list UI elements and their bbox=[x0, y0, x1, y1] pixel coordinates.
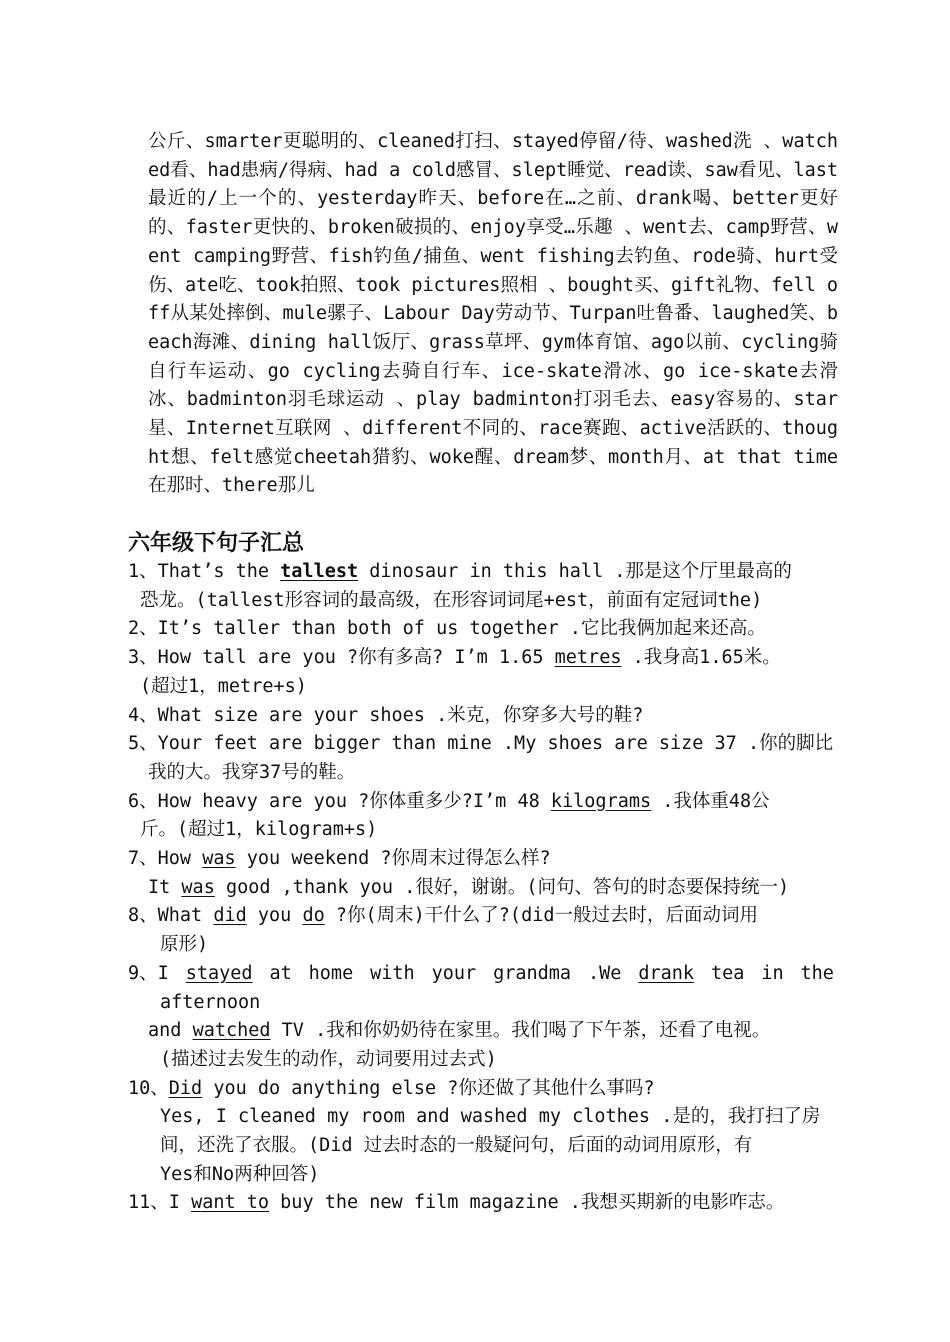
note: 斤。(超过1，kilogram+s) bbox=[140, 819, 378, 841]
text: .我体重48公 bbox=[651, 790, 770, 812]
text: dinosaur in this hall .那是这个厅里最高的 bbox=[358, 561, 792, 582]
text: buy the new film magazine .我想买期新的电影咋志。 bbox=[269, 1192, 785, 1214]
key-word: do bbox=[302, 905, 325, 927]
key-word: metres bbox=[554, 647, 622, 669]
sentence-1 bbox=[128, 558, 840, 615]
text: afternoon bbox=[160, 991, 261, 1013]
key-word: did bbox=[213, 905, 247, 927]
text: 11、I bbox=[128, 1192, 192, 1214]
sentence-9 bbox=[128, 960, 840, 1075]
note: (超过1，metre+s) bbox=[140, 675, 307, 697]
word: the bbox=[800, 962, 834, 984]
key-word: Did bbox=[168, 1077, 203, 1099]
section-heading: 六年级下句子汇总 bbox=[128, 531, 305, 556]
text: Yes, I cleaned my room and washed my clothes .是的，我打扫了房 bbox=[160, 1106, 821, 1128]
vocabulary-paragraph: 公斤、smarter更聪明的、cleaned打扫、stayed停留/待、washed洗 、watched看、had患病/得病、had a cold感冒、slept睡觉、read读、saw看见、last最近的/上一个的、yesterday昨天、before在…之前、drank喝、better更好的、faster更快的、broken破损的、enjoy享受…乐趣 、went去、camp野营、went camping野营、fish钓鱼/捕鱼、went fishing去钓鱼、rode骑、hurt受伤、ate吃、took拍照、took pictures照相 、bought买、gift礼物、fell off从某处摔倒、mule骡子、Labour Day劳动节、Turpan吐鲁番、laughed笑、beach海滩、dining hall饭厅、grass草坪、gym体育馆、ago以前、cycling骑自行车运动、go cycling去骑自行车、ice-skate滑冰、go ice-skate去滑冰、badminton羽毛球运动 、play badminton打羽毛去、easy容易的、star星、Internet互联网 、different不同的、race赛跑、active活跃的、thought想、felt感觉cheetah猎豹、woke醒、dream梦、month月、at that time在那时、there那儿 bbox=[148, 131, 838, 497]
key-word: kilograms bbox=[550, 790, 652, 812]
text: TV .我和你奶奶待在家里。我们喝了下午茶，还看了电视。 bbox=[270, 1020, 771, 1042]
note: 恐龙。(tallest形容词的最高级，在形容词词尾+est，前面有定冠词the) bbox=[140, 589, 763, 611]
text: and bbox=[148, 1020, 193, 1042]
key-word: was bbox=[181, 876, 215, 898]
sentence-8 bbox=[128, 902, 840, 959]
text: 6、How heavy are you ?你体重多少?I’m 48 bbox=[128, 790, 551, 812]
key-word: tallest bbox=[280, 561, 359, 582]
text: .我身高1.65米。 bbox=[621, 647, 781, 669]
note: 原形) bbox=[160, 934, 209, 956]
key-word: drank bbox=[638, 962, 695, 984]
text: you bbox=[246, 905, 303, 927]
key-word: want to bbox=[191, 1192, 270, 1214]
note: Yes和No两种回答) bbox=[160, 1163, 320, 1185]
key-word: watched bbox=[192, 1020, 271, 1042]
text: 8、What bbox=[128, 905, 214, 927]
word: tea bbox=[710, 962, 745, 984]
word: with bbox=[370, 962, 415, 984]
word: at bbox=[269, 962, 292, 984]
sentence-4 bbox=[128, 702, 840, 731]
text: 7、How bbox=[128, 848, 203, 870]
word: 9、I bbox=[128, 962, 169, 984]
sentence-6 bbox=[128, 788, 840, 845]
word: in bbox=[761, 962, 784, 984]
sentence-list bbox=[128, 558, 840, 1218]
text: good ,thank you .很好，谢谢。(问句、答句的时态要保持统一) bbox=[214, 876, 790, 898]
justified-line bbox=[128, 960, 834, 989]
sentence-10 bbox=[128, 1075, 840, 1190]
sentence-5 bbox=[128, 730, 840, 787]
text: you do anything else ?你还做了其他什么事吗? bbox=[202, 1077, 655, 1099]
key-word: stayed bbox=[185, 962, 253, 984]
sentence-3 bbox=[128, 644, 840, 701]
text: 4、What size are your shoes .米克，你穿多大号的鞋? bbox=[128, 704, 644, 726]
text: 5、Your feet are bigger than mine .My shoes are size 37 .你的脚比 bbox=[128, 733, 834, 755]
text: 3、How tall are you ?你有多高? I’m 1.65 bbox=[128, 647, 555, 669]
key-word: was bbox=[202, 848, 236, 870]
text: 1、That’s the bbox=[128, 561, 281, 582]
sentence-7 bbox=[128, 845, 840, 902]
sentence-11 bbox=[128, 1189, 840, 1218]
text: 我的大。我穿37号的鞋。 bbox=[148, 761, 356, 783]
word: .We bbox=[588, 962, 622, 984]
sentence-2 bbox=[128, 615, 840, 644]
note: (描述过去发生的动作，动词要用过去式) bbox=[160, 1048, 497, 1070]
text: 2、It’s taller than both of us together .它比我俩加起来还高。 bbox=[128, 618, 766, 640]
text: 10、 bbox=[128, 1077, 169, 1099]
text: you weekend ?你周末过得怎么样? bbox=[235, 848, 551, 870]
word: your bbox=[431, 962, 477, 984]
text: ?你(周末)干什么了?(did一般过去时，后面动词用 bbox=[324, 905, 758, 927]
word: grandma bbox=[493, 962, 572, 984]
word: home bbox=[308, 962, 354, 984]
text: It bbox=[148, 876, 182, 898]
note: 间，还洗了衣服。(Did 过去时态的一般疑问句，后面的动词用原形，有 bbox=[160, 1135, 753, 1157]
